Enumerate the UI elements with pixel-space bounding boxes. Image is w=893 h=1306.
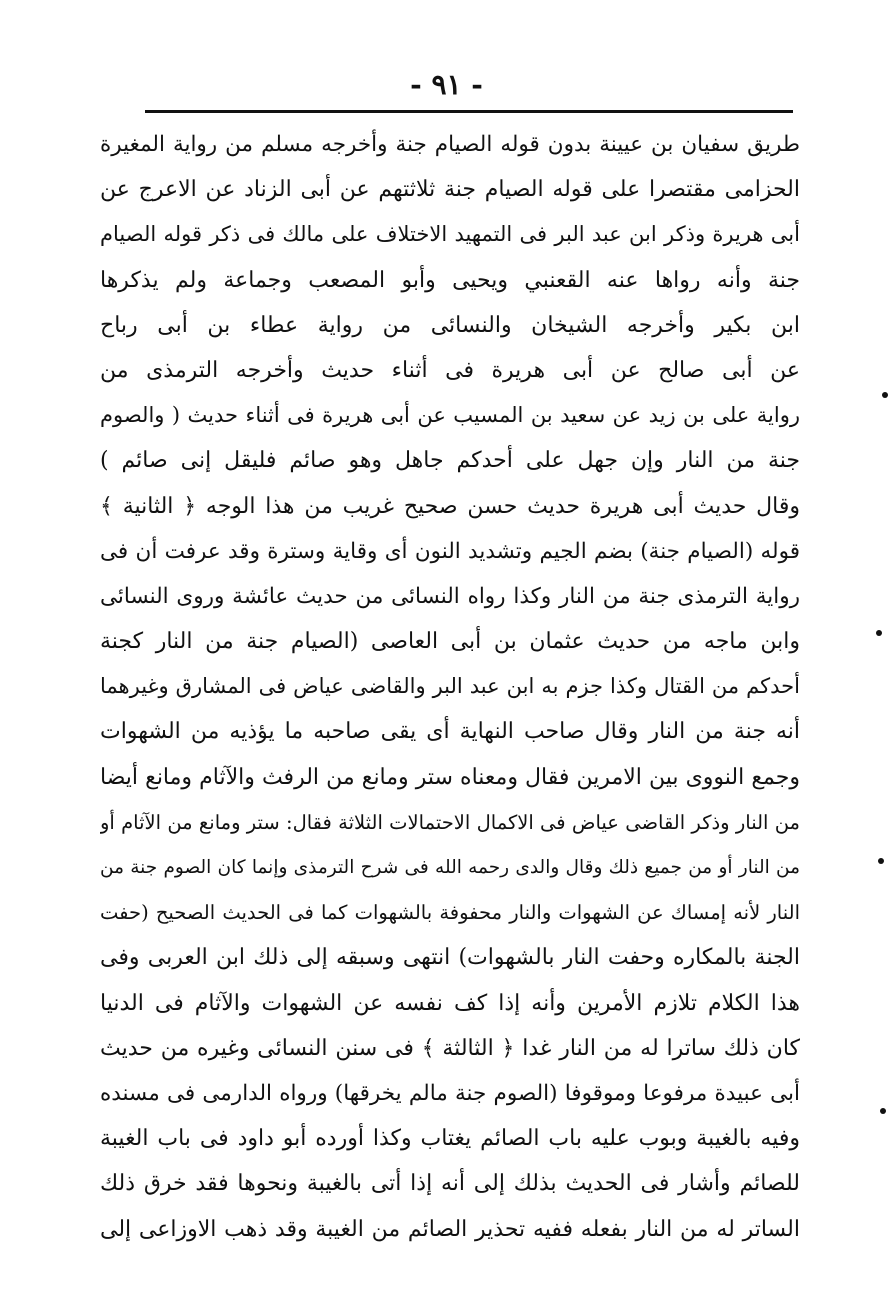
text-line: الحزامى مقتصرا على قوله الصيام جنة ثلاثتهم عن أبى الزناد عن الاعرج عن [100, 177, 800, 203]
text-line: الساتر له من النار بفعله ففيه تحذير الصائم من الغيبة وقد ذهب الاوزاعى إلى [100, 1216, 800, 1242]
text-line: الجنة بالمكاره وحفت النار بالشهوات) انتهى وسبقه إلى ذلك ابن العربى وفى [100, 945, 800, 971]
text-line: وفيه بالغيبة وبوب عليه باب الصائم يغتاب وكذا أورده أبو داود فى باب الغيبة [100, 1126, 800, 1152]
text-line: جنة من النار وإن جهل على أحدكم جاهل وهو صائم فليقل إنى صائم ) [100, 448, 800, 474]
text-line: رواية على بن زيد عن سعيد بن المسيب عن أبى هريرة فى أثناء حديث ( والصوم [100, 403, 800, 428]
text-line: أبى عبيدة مرفوعا وموقوفا (الصوم جنة مالم يخرقها) ورواه الدارمى فى مسنده [100, 1080, 800, 1106]
text-line: طريق سفيان بن عيينة بدون قوله الصيام جنة وأخرجه مسلم من رواية المغيرة [100, 132, 800, 157]
text-line: أحدكم من القتال وكذا جزم به ابن عبد البر والقاضى عياض فى المشارق وغيرهما [100, 674, 800, 699]
text-line: وقال حديث أبى هريرة حديث حسن صحيح غريب من هذا الوجه ﴿ الثانية ﴾ [100, 493, 800, 519]
margin-dot [882, 392, 888, 398]
body-text [100, 122, 800, 1252]
margin-dot [878, 858, 884, 864]
text-line: النار لأنه إمساك عن الشهوات والنار محفوفة بالشهوات كما فى الحديث الصحيح (حفت [100, 901, 800, 925]
page-number: - ٩١ - [410, 68, 483, 101]
header-rule [145, 110, 793, 113]
text-line: كان ذلك ساترا له من النار غدا ﴿ الثالثة ﴾ فى سنن النسائى وغيره من حديث [100, 1035, 800, 1061]
text-line: من النار أو من جميع ذلك وقال والدى رحمه الله فى شرح الترمذى وإنما كان الصوم جنة من [100, 857, 800, 878]
text-line: للصائم وأشار فى الحديث بذلك إلى أنه إذا أتى بالغيبة ونحوها فقد خرق ذلك [100, 1171, 800, 1197]
text-line: قوله (الصيام جنة) بضم الجيم وتشديد النون أى وقاية وسترة وقد عرفت أن فى [100, 538, 800, 564]
text-line: أبى هريرة وذكر ابن عبد البر فى التمهيد الاختلاف على مالك فى ذكر قوله الصيام [100, 222, 800, 247]
text-line: من النار وذكر القاضى عياض فى الاكمال الاحتمالات الثلاثة فقال: ستر ومانع من الآثام أو [100, 810, 800, 834]
text-line: وجمع النووى بين الامرين فقال ومعناه ستر ومانع من الرفث والآثام ومانع أيضا [100, 764, 800, 790]
margin-dot [876, 630, 882, 636]
text-line: جنة وأنه رواها عنه القعنبي ويحيى وأبو المصعب وجماعة ولم يذكرها [100, 267, 800, 293]
text-line: عن أبى صالح عن أبى هريرة فى أثناء حديث وأخرجه الترمذى من [100, 357, 800, 383]
text-line: رواية الترمذى جنة من النار وكذا رواه النسائى من حديث عائشة وروى النسائى [100, 583, 800, 609]
text-line: وابن ماجه من حديث عثمان بن أبى العاصى (الصيام جنة من النار كجنة [100, 629, 800, 655]
text-line: أنه جنة من النار وقال صاحب النهاية أى يقى صاحبه ما يؤذيه من الشهوات [100, 719, 800, 745]
text-line: هذا الكلام تلازم الأمرين وأنه إذا كف نفسه عن الشهوات والآثام فى الدنيا [100, 990, 800, 1016]
text-line: ابن بكير وأخرجه الشيخان والنسائى من رواية عطاء بن أبى رباح [100, 312, 800, 338]
margin-dot [880, 1108, 886, 1114]
